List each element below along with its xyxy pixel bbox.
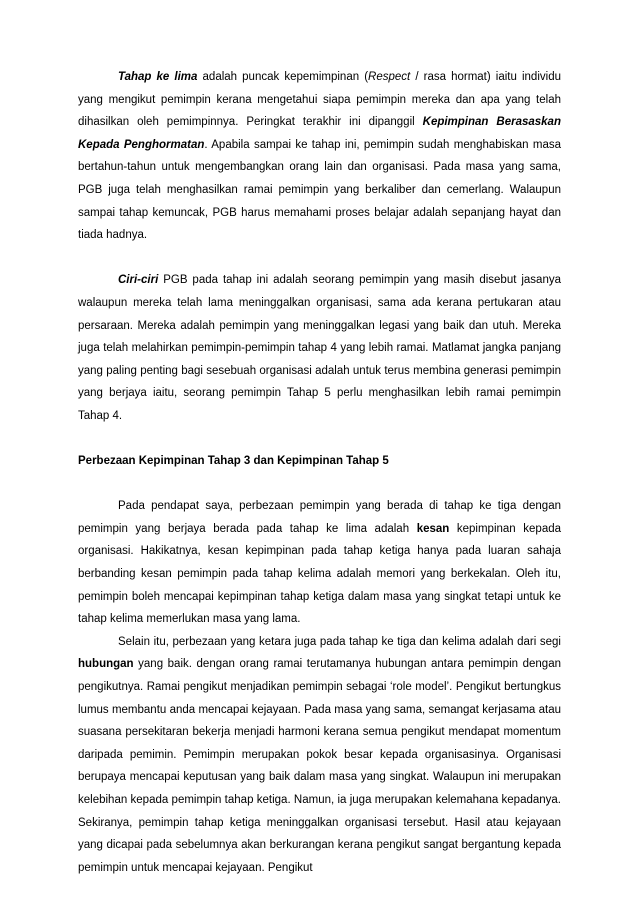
- paragraph-key-term: hubungan: [78, 658, 134, 671]
- paragraph-key-term: kesan: [416, 522, 450, 535]
- paragraph-kesan: [78, 495, 561, 631]
- paragraph-text: Pada pendapat saya, perbezaan pemimpin yang berada di tahap ke tiga dengan pemimpin yang berjaya berada pada tahap ke lima adalah: [78, 500, 561, 535]
- paragraph-text: Selain itu, perbezaan yang ketara juga pada tahap ke tiga dan kelima adalah dari segi: [118, 635, 561, 648]
- paragraph-text: / rasa hormat) iaitu individu yang mengikut pemimpin kerana mengetahui siapa pemimpin mereka dan apa yang telah dihasilkan oleh pemimpinnya. Peringkat terakhir ini dipanggil: [78, 71, 561, 129]
- paragraph-text: PGB pada tahap ini adalah seorang pemimpin yang masih disebut jasanya walaupun mereka telah lama meninggalkan organisasi, sama ada kerana pertukaran atau persaraan. Mereka adalah pemimpin yang meninggalkan legasi yang baik dan utuh. Mereka juga telah melahirkan pemimpin-pemimpin tahap 4 yang lebih ramai. Matlamat jangka panjang yang paling penting bagi sesebuah organisasi adalah untuk terus membina generasi pemimpin yang berjaya iaitu, seorang pemimpin Tahap 5 perlu menghasilkan lebih ramai pemimpin Tahap 4.: [78, 274, 561, 422]
- paragraph-key-term: Kepimpinan Berasaskan Kepada Penghormatan: [78, 116, 561, 151]
- paragraph-text: yang baik. dengan orang ramai terutamanya hubungan antara pemimpin dengan pengikutnya. Ramai pengikut menjadikan pemimpin sebagai ‘role model’. Pengikut bertungkus lumus membantu anda mencapai kejayaan. Pada masa yang sama, semangat kerjasama atau suasana persekitaran bekerja menjadi harmoni kerana semua pengikut mendapat momentum daripada pemimin. Pemimpin merupakan pokok besar kepada organisasinya. Organisasi berupaya mencapai keputusan yang baik dalam masa yang singkat. Walaupun ini merupakan kelebihan kepada pemimpin tahap ketiga. Namun, ia juga merupakan kelemahana kepadanya. Sekiranya, pemimpin tahap ketiga meninggalkan organisasi tersebut. Hasil atau kejayaan yang dicapai pada sebelumnya akan berkurangan kerana pengikut sangat bergantung kepada pemimpin untuk mencapai kejayaan. Pengikut: [78, 658, 561, 874]
- paragraph-lead-term: Ciri-ciri: [118, 274, 159, 287]
- paragraph-text: . Apabila sampai ke tahap ini, pemimpin sudah menghabiskan masa bertahun-tahun untuk mengembangkan orang lain dan organisasi. Pada masa yang sama, PGB juga telah menghasilkan ramai pemimpin yang berkaliber dan cemerlang. Walaupun sampai tahap kemuncak, PGB harus memahami proses belajar adalah sepanjang hayat dan tiada hadnya.: [78, 138, 561, 242]
- paragraph-gap: [78, 247, 561, 270]
- paragraph-lead-term: Tahap ke lima: [118, 71, 198, 83]
- paragraph-gap: [78, 428, 561, 451]
- paragraph-hubungan: [78, 631, 561, 880]
- paragraph-gap: [78, 473, 561, 496]
- document-page: [78, 66, 561, 879]
- paragraph-text: adalah puncak kepemimpinan (: [197, 71, 369, 83]
- paragraph-italic-term: Respect: [368, 71, 411, 83]
- paragraph-ciri-ciri: [78, 269, 561, 427]
- paragraph-text: kepimpinan kepada organisasi. Hakikatnya, kesan kepimpinan pada tahap ketiga hanya pada luaran sahaja berbanding kesan pemimpin pada tahap kelima adalah memori yang berkekalan. Oleh itu, pemimpin boleh mencapai kepimpinan tahap ketiga dalam masa yang singkat tetapi untuk ke tahap kelima memerlukan masa yang lama.: [78, 522, 562, 626]
- section-heading: Perbezaan Kepimpinan Tahap 3 dan Kepimpinan Tahap 5: [78, 455, 389, 468]
- paragraph-tahap-lima: [78, 66, 561, 247]
